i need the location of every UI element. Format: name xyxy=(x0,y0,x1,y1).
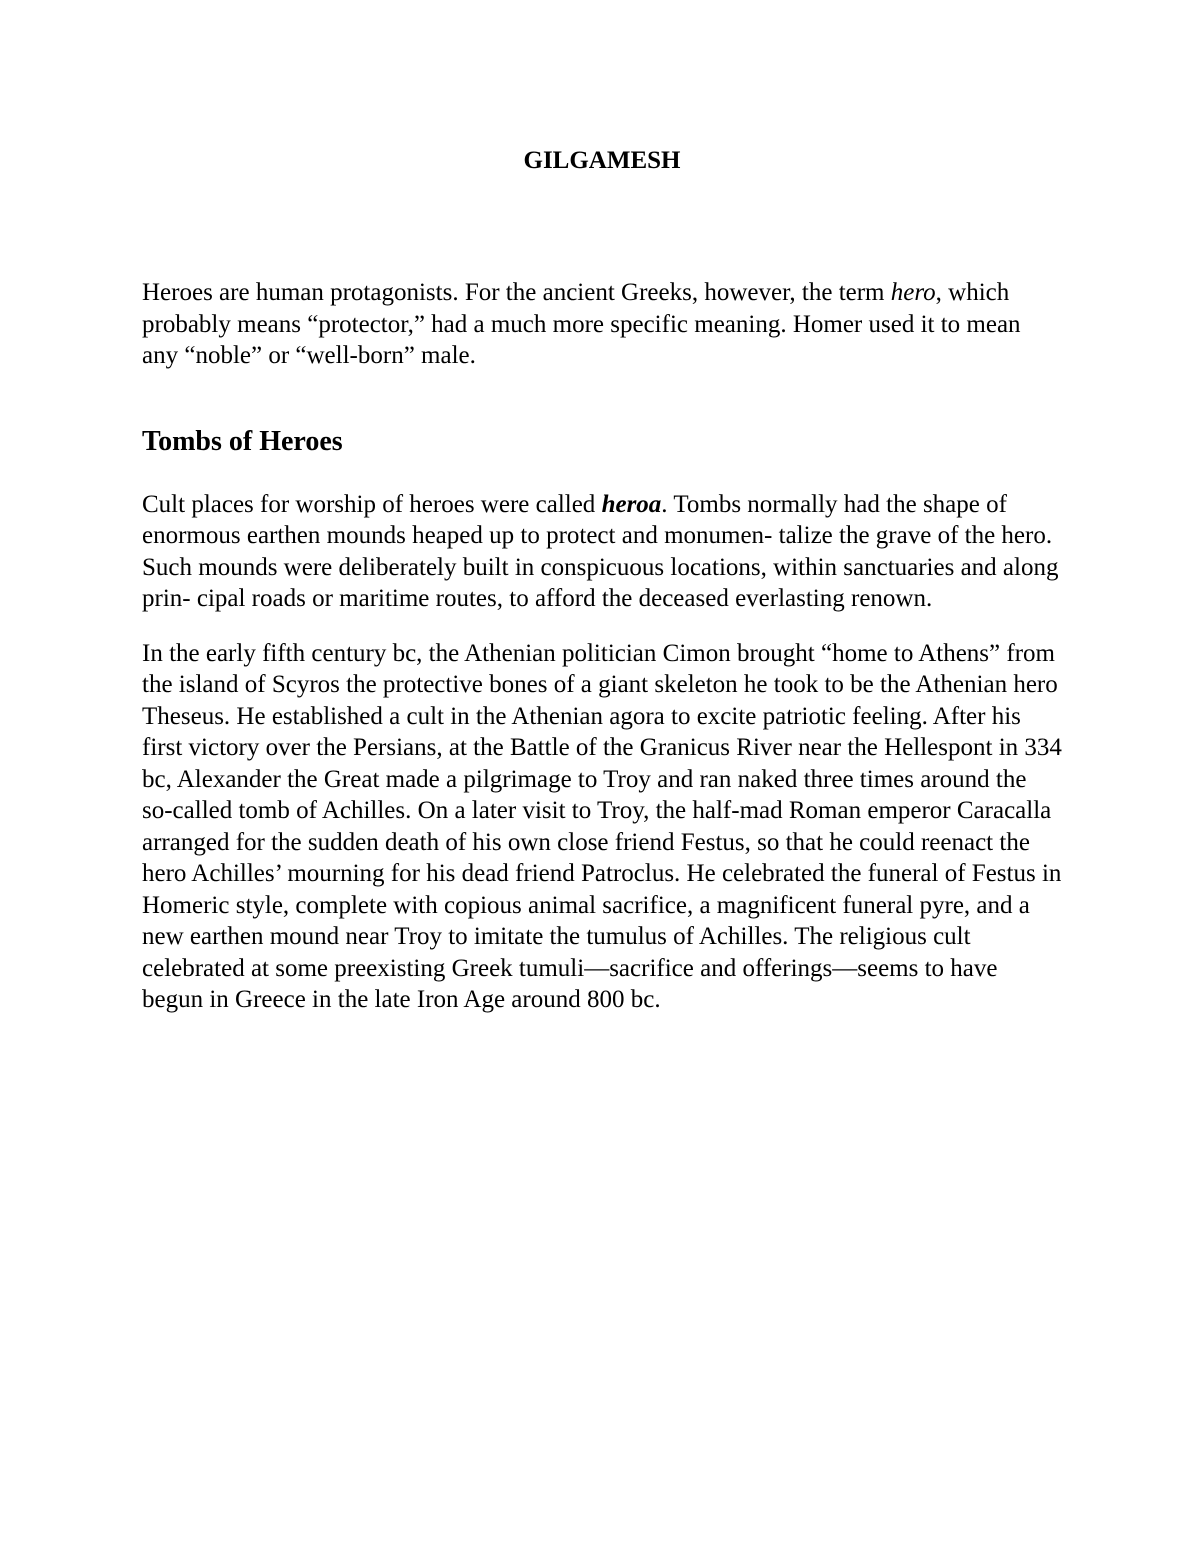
document-title: GILGAMESH xyxy=(523,147,681,174)
intro-text-end: , which probably means “protector,” had a much more specific meaning. Homer used it to mean any “noble” or “well-born” male. xyxy=(142,279,1021,369)
tombs-p1-italic-term: heroa xyxy=(601,490,662,518)
section-heading: Tombs of Heroes xyxy=(142,425,343,457)
document-body xyxy=(142,140,1062,1016)
tombs-p1-text-start: Cult places for worship of heroes were called xyxy=(142,490,602,518)
tombs-paragraph-1 xyxy=(142,489,1062,615)
intro-text-start: Heroes are human protagonists. For the ancient Greeks, however, the term xyxy=(142,279,891,306)
tombs-paragraph-2: In the early fifth century bc, the Athenian politician Cimon brought “home to Athens” from the island of Scyros the protective bones of a giant skeleton he took to be the Athenian hero Theseus. He established a cult in the Athenian agora to excite patriotic feeling. After his first victory over the Persians, at the Battle of the Granicus River near the Hellespont in 334 bc, Alexander the Great made a pilgrimage to Troy and ran naked three times around the so-called tomb of Achilles. On a later visit to Troy, the half-mad Roman emperor Caracalla arranged for the sudden death of his own close friend Festus, so that he could reenact the hero Achilles’ mourning for his dead friend Patroclus. He celebrated the funeral of Festus in Homeric style, complete with copious animal sacrifice, a magnificent funeral pyre, and a new earthen mound near Troy to imitate the tumulus of Achilles. The religious cult celebrated at some preexisting Greek tumuli—sacrifice and offerings—seems to have begun in Greece in the late Iron Age around 800 bc. xyxy=(142,639,1062,1013)
intro-paragraph xyxy=(142,277,1062,372)
intro-italic-term: hero xyxy=(890,279,936,306)
tombs-p1-text-end: . Tombs normally had the shape of enormous earthen mounds heaped up to protect and monumen- talize the grave of the hero. Such mounds were deliberately built in conspicuous locations, within sanctuaries and along prin- cipal roads or maritime routes, to afford the deceased everlasting renown. xyxy=(142,490,1059,612)
